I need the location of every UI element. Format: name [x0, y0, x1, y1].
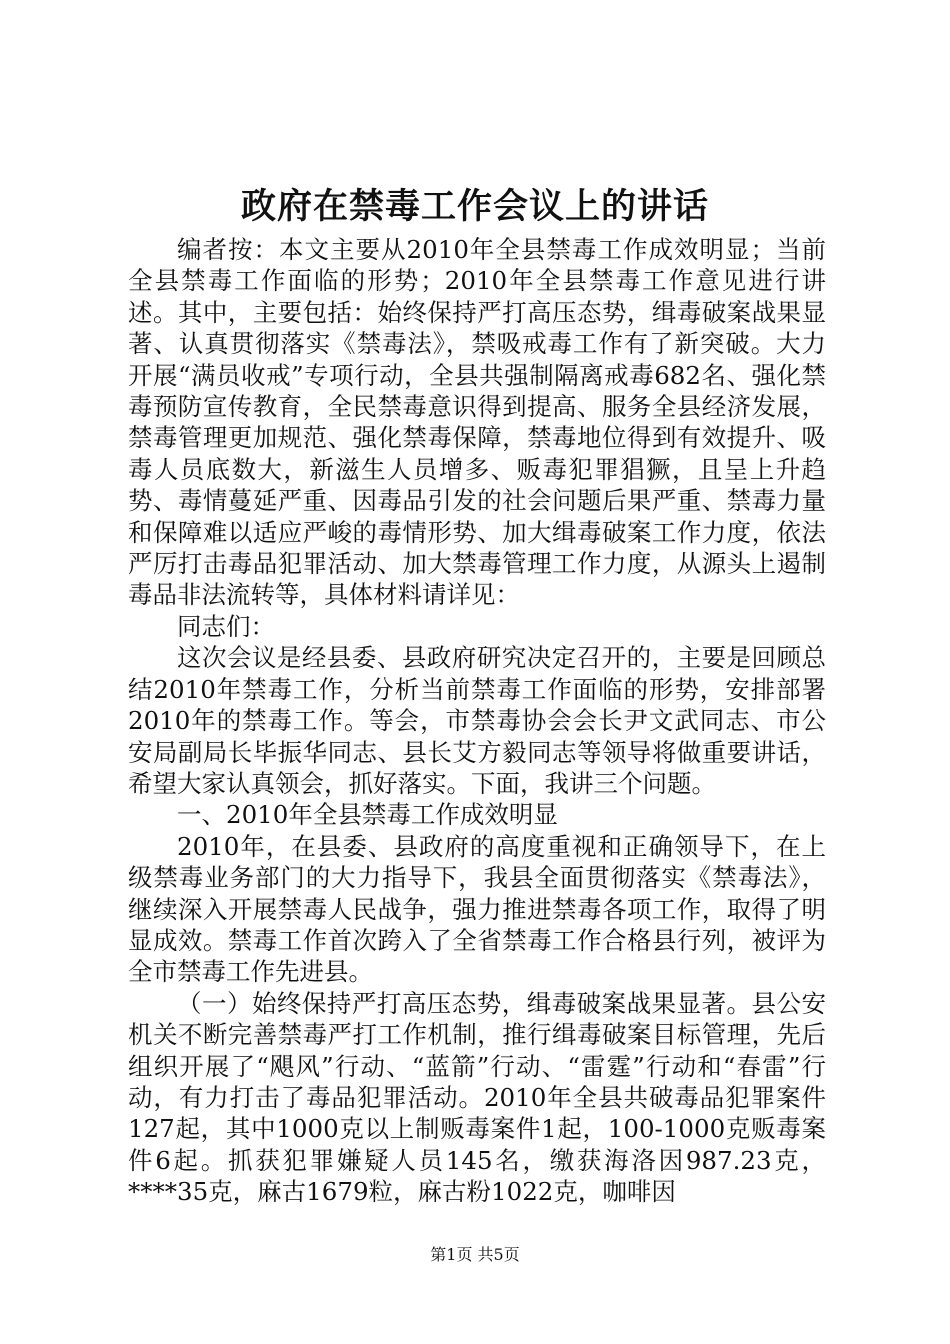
intro-paragraph: 这次会议是经县委、县政府研究决定召开的，主要是回顾总结2010年禁毒工作，分析当前禁毒工作面临的形势，安排部署2010年的禁毒工作。等会，市禁毒协会会长尹文武同志、市公安局副局长毕振华同志、县长艾方毅同志等领导将做重要讲话，希望大家认真领会，抓好落实。下面，我讲三个问题。 — [128, 643, 826, 798]
page-number-footer: 第1页 共5页 — [430, 1245, 520, 1264]
editor-note-paragraph: 编者按：本文主要从2010年全县禁毒工作成效明显；当前全县禁毒工作面临的形势；2010年全县禁毒工作意见进行讲述。其中，主要包括：始终保持严打高压态势，缉毒破案战果显著、认真贯彻落实《禁毒法》，禁吸戒毒工作有了新突破。大力开展“满员收戒”专项行动，全县共强制隔离戒毒682名、强化禁毒预防宣传教育，全民禁毒意识得到提高、服务全县经济发展，禁毒管理更加规范、强化禁毒保障，禁毒地位得到有效提升、吸毒人员底数大，新滋生人员增多、贩毒犯罪猖獗，且呈上升趋势、毒情蔓延严重、因毒品引发的社会问题后果严重、禁毒力量和保障难以适应严峻的毒情形势、加大缉毒破案工作力度，依法严厉打击毒品犯罪活动、加大禁毒管理工作力度，从源头上遏制毒品非法流转等，具体材料请详见： — [128, 235, 826, 610]
salutation-paragraph: 同志们： — [177, 611, 275, 641]
subsection-paragraph: （一）始终保持严打高压态势，缉毒破案战果显著。县公安机关不断完善禁毒严打工作机制，推行缉毒破案目标管理，先后组织开展了“飓风”行动、“蓝箭”行动、“雷霆”行动和“春雷”行动，有力打击了毒品犯罪活动。2010年全县共破毒品犯罪案件127起，其中1000克以上制贩毒案件1起，100-1000克贩毒案件6起。抓获犯罪嫌疑人员145名，缴获海洛因987.23克，****35克，麻古1679粒，麻古粉1022克，咖啡因 — [128, 988, 826, 1207]
document-title: 政府在禁毒工作会议上的讲话 — [240, 186, 709, 227]
section-summary-paragraph: 2010年，在县委、县政府的高度重视和正确领导下，在上级禁毒业务部门的大力指导下，我县全面贯彻落实《禁毒法》，继续深入开展禁毒人民战争，强力推进禁毒各项工作，取得了明显成效。禁毒工作首次跨入了全省禁毒工作合格县行列，被评为全市禁毒工作先进县。 — [128, 831, 826, 987]
section-heading: 一、2010年全县禁毒工作成效明显 — [177, 800, 558, 830]
document-body — [128, 234, 826, 1208]
